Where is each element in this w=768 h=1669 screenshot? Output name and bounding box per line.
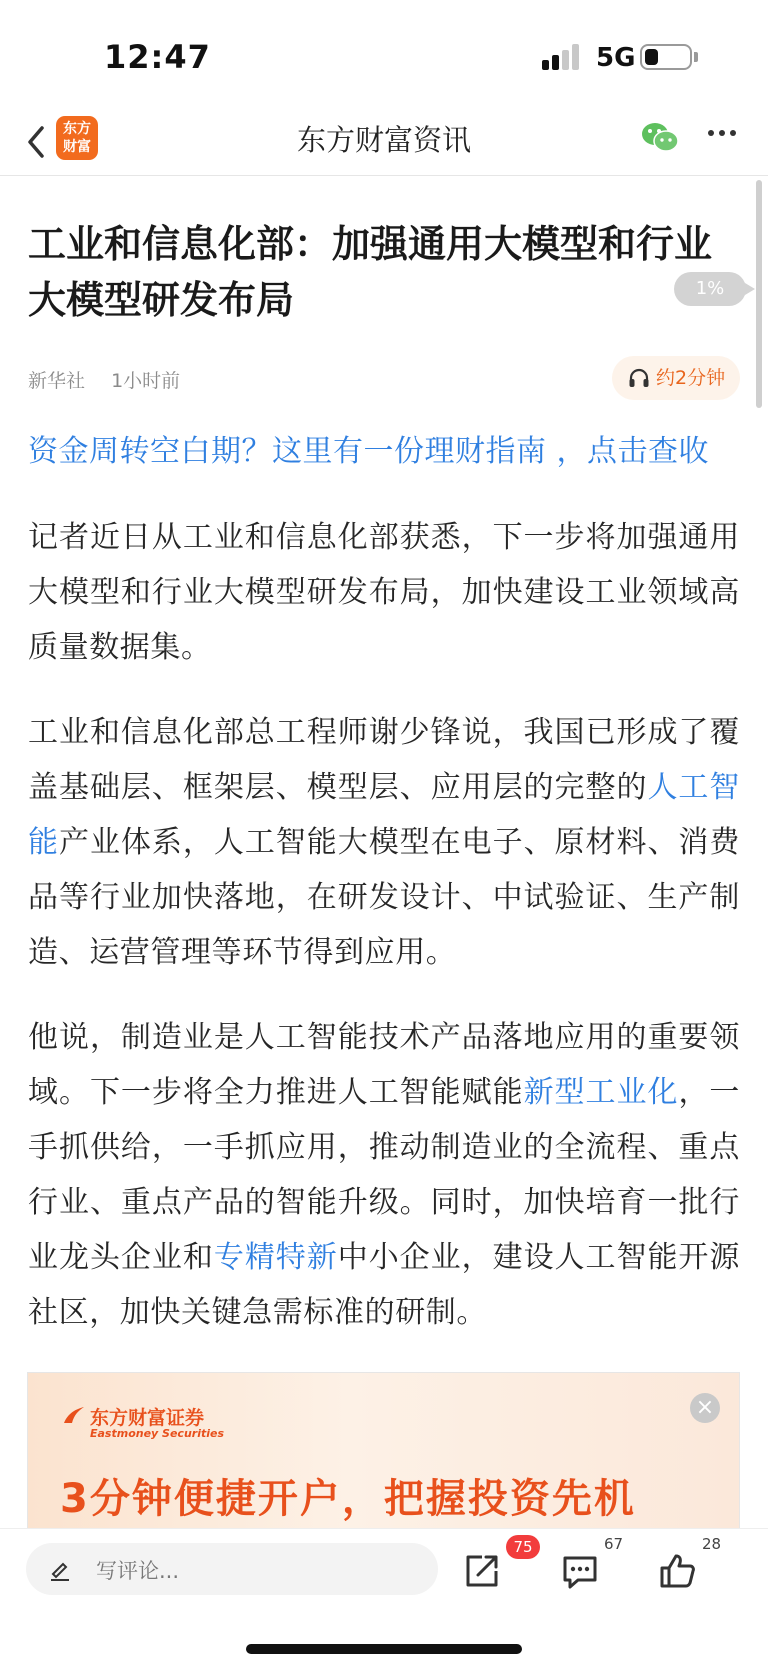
article-body bbox=[28, 510, 740, 1370]
page-title: 东方财富资讯 bbox=[296, 123, 471, 157]
wechat-icon bbox=[640, 120, 680, 156]
ad-close-button[interactable]: × bbox=[690, 1393, 720, 1423]
eastmoney-logo-icon bbox=[62, 1403, 86, 1427]
pencil-icon bbox=[48, 1557, 72, 1581]
ad-brand-en: Eastmoney Securities bbox=[90, 1427, 225, 1440]
battery-icon bbox=[640, 44, 692, 70]
home-indicator[interactable] bbox=[246, 1644, 522, 1654]
signal-strength-icon bbox=[542, 44, 582, 70]
paragraph-text: 他说，制造业是人工智能技术产品落地应用的重要领域。下一步将全力推进人工智能赋能 bbox=[28, 1020, 740, 1110]
bottom-action-bar bbox=[0, 1528, 768, 1669]
status-bar bbox=[0, 0, 768, 110]
comment-placeholder: 写评论... bbox=[96, 1559, 180, 1583]
nav-bar bbox=[0, 110, 768, 176]
comments-button[interactable] bbox=[560, 1551, 600, 1591]
wechat-share-button[interactable] bbox=[640, 120, 680, 156]
ad-brand: 东方财富证券 bbox=[90, 1407, 205, 1429]
headphones-icon bbox=[628, 368, 650, 388]
paragraph-text: ，一手抓供给，一手抓应用，推动制造业的全流程、重点行业、重点产品的智能升级。同时，加快培育一批行业龙头企业和 bbox=[28, 1075, 741, 1275]
ad-banner[interactable] bbox=[27, 1372, 740, 1532]
more-dots-icon[interactable] bbox=[706, 124, 738, 148]
keyword-link-specialized[interactable]: 专精特新 bbox=[213, 1240, 338, 1275]
paragraph-text: 工业和信息化部总工程师谢少锋说，我国已形成了覆盖基础层、框架层、模型层、应用层的完整的 bbox=[28, 715, 740, 805]
logo-text-line2: 财富 bbox=[63, 139, 91, 155]
paragraph-text: 产业体系，人工智能大模型在电子、原材料、消费品等行业加快落地，在研发设计、中试验证、生产制造、运营管理等环节得到应用。 bbox=[28, 825, 740, 970]
ad-headline: 3分钟便捷开户，把握投资先机 bbox=[60, 1476, 636, 1522]
status-time: 12:47 bbox=[104, 38, 211, 76]
paragraph-1: 记者近日从工业和信息化部获悉，下一步将加强通用大模型和行业大模型研发布局，加快建设工业领域高质量数据集。 bbox=[28, 520, 740, 665]
paragraph-text: 中小企业，建设人工智能开源社区，加快关键急需标准的研制。 bbox=[28, 1240, 740, 1330]
network-type: 5G bbox=[596, 43, 636, 73]
listen-button[interactable] bbox=[612, 356, 740, 400]
keyword-link-ai[interactable]: 人工智能 bbox=[28, 770, 740, 860]
listen-duration: 约2分钟 bbox=[656, 367, 726, 389]
scrollbar[interactable] bbox=[756, 180, 762, 408]
like-button[interactable] bbox=[658, 1551, 698, 1591]
battery-cap bbox=[694, 52, 698, 62]
paragraph-2 bbox=[28, 705, 740, 980]
like-count: 28 bbox=[702, 1535, 722, 1553]
article-meta bbox=[28, 366, 200, 393]
article-time: 1小时前 bbox=[111, 370, 181, 392]
article-title: 工业和信息化部：加强通用大模型和行业大模型研发布局 bbox=[28, 222, 713, 322]
share-button[interactable] bbox=[462, 1551, 502, 1591]
promo-link[interactable]: 资金周转空白期？这里有一份理财指南 ，点击查收 bbox=[28, 434, 710, 469]
comment-count: 67 bbox=[604, 1535, 624, 1553]
comment-input[interactable] bbox=[26, 1543, 438, 1595]
reading-progress-badge: 1% bbox=[674, 272, 746, 306]
thumbs-up-icon bbox=[658, 1551, 698, 1591]
share-count-badge: 75 bbox=[506, 1535, 540, 1559]
logo-text-line1: 东方 bbox=[63, 121, 91, 137]
comment-icon bbox=[560, 1551, 600, 1591]
keyword-link-new-industrialization[interactable]: 新型工业化 bbox=[523, 1075, 679, 1110]
share-icon bbox=[462, 1551, 502, 1591]
article-source: 新华社 bbox=[28, 370, 86, 392]
paragraph-3 bbox=[28, 1010, 740, 1340]
